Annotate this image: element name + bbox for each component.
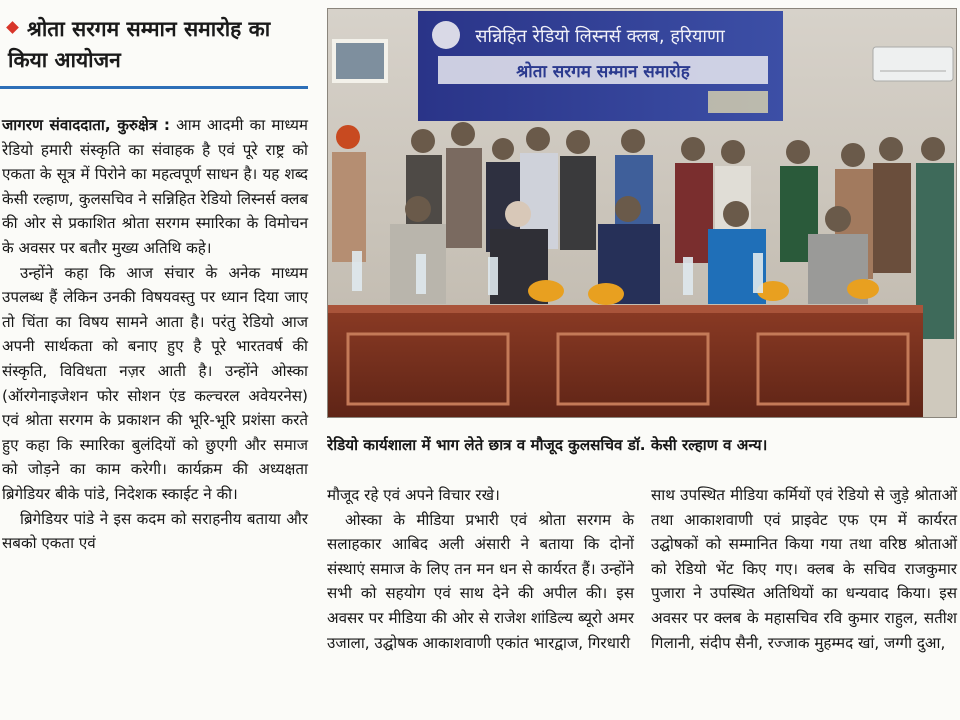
event-photo xyxy=(327,8,957,418)
paragraph-2: उन्होंने कहा कि आज संचार के अनेक माध्यम उपलब्ध हैं लेकिन उनकी विषयवस्तु पर ध्यान दिया जाए तो चिंता का विषय सामने आता है। परंतु रेडियो आज अपनी सार्थकता को बनाए हुए है पूरे भारतवर्ष की संस्कृति, विविधता नज़र आती है। उन्होंने ओस्का (ऑरगेनाइजेशन फोर सोशन एंड कल्चरल अवेयरनेस) एवं श्रोता सरगम के प्रकाशन की भूरि-भूरि प्रशंसा करते हुए कहा कि स्मारिका बुलंदियों को छुएगी और समाज को जोड़ने का काम करेगी। कार्यक्रम की अध्यक्षता ब्रिगेडियर बीके पांडे, निदेशक स्काईट ने की। xyxy=(2,263,308,503)
event-photo-illustration xyxy=(328,9,957,418)
wall-picture xyxy=(334,41,386,81)
column-2-paragraph-1: मौजूद रहे एवं अपने विचार रखे। xyxy=(327,486,500,504)
club-logo-icon xyxy=(432,21,460,49)
article-column-2 xyxy=(327,483,634,655)
banner-line-1: सन्निहित रेडियो लिस्नर्स क्लब, हरियाणा xyxy=(475,26,725,47)
headline-underline-rule xyxy=(0,86,308,89)
headline-text: श्रोता सरगम सम्मान समारोह का किया आयोजन xyxy=(8,17,271,72)
stage-table xyxy=(328,309,923,418)
column-3-paragraph-1: साथ उपस्थित मीडिया कर्मियों एवं रेडियो से जुड़े श्रोताओं तथा आकाशवाणी एवं प्राइवेट एफ एम में कार्यरत उद्घोषकों को सम्मानित किया गया तथा वरिष्ठ श्रोताओं को रेडियो भेंट किए गए। क्लब के सचिव राजकुमार पुजारा ने उपस्थित अतिथियों का धन्यवाद किया। इस अवसर पर क्लब के महासचिव रवि कुमार राहुल, सतीश गिलानी, संदीप सैनी, रज्जाक मुहम्मद खां, जग्गी दुआ, xyxy=(651,486,957,652)
article-column-1 xyxy=(2,113,308,556)
air-conditioner xyxy=(873,47,953,81)
article-column-3 xyxy=(651,483,957,655)
diamond-bullet-icon xyxy=(6,21,19,34)
photo-caption: रेडियो कार्यशाला में भाग लेते छात्र व मौजूद कुलसचिव डॉ. केसी रल्हाण व अन्य। xyxy=(327,436,768,454)
paragraph-3: ब्रिगेडियर पांडे ने इस कदम को सराहनीय बताया और सबको एकता एवं xyxy=(2,509,308,553)
paragraph-1 xyxy=(2,113,308,261)
banner-line-2: श्रोता सरगम सम्मान समारोह xyxy=(516,62,690,82)
dateline: जागरण संवाददाता, कुरुक्षेत्र : xyxy=(2,116,170,134)
column-2-paragraph-2: ओस्का के मीडिया प्रभारी एवं श्रोता सरगम के सलाहकार आबिद अली अंसारी ने बताया कि दोनों संस्थाएं समाज के लिए तन मन धन से कार्यरत हैं। उन्होंने सभी को सहयोग एवं साथ देने की अपील की। इस अवसर पर मीडिया की ओर से राजेश शांडिल्य ब्यूरो अमर उजाला, उद्घोषक आकाशवाणी एकांत भारद्वाज, गिरधारी xyxy=(327,510,634,652)
paragraph-1-body: आम आदमी का माध्यम रेडियो हमारी संस्कृति का संवाहक है एवं पूरे राष्ट्र को एकता के सूत्र में पिरोने का महत्वपूर्ण साधन है। यह शब्द केसी रल्हाण, कुलसचिव ने सन्निहित रेडियो लिस्नर्स क्लब की ओर से प्रकाशित श्रोता सरगम स्मारिका के विमोचन के अवसर पर बतौर मुख्य अतिथि कहे। xyxy=(2,116,308,257)
article-headline xyxy=(8,14,308,76)
